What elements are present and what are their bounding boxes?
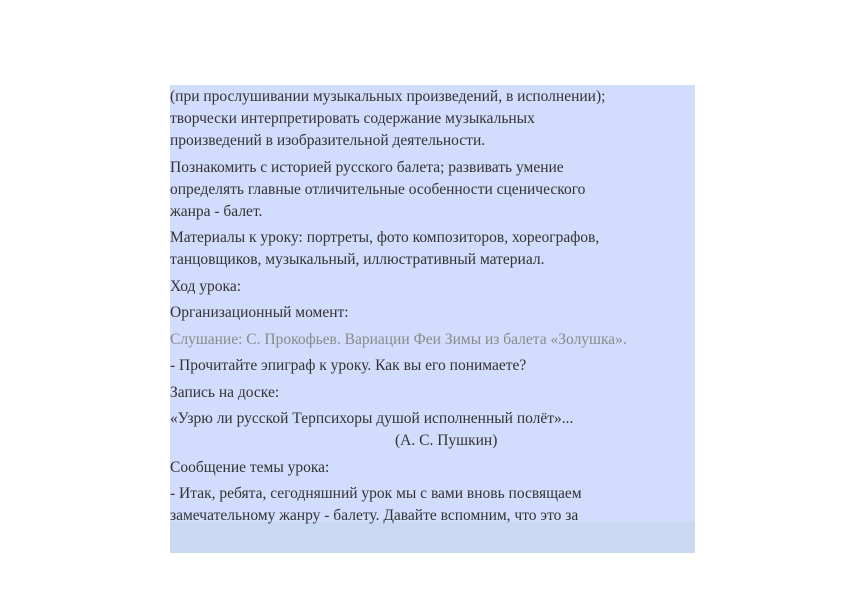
paragraph-epigraph-question bbox=[170, 355, 700, 377]
paragraph-introduction bbox=[170, 483, 700, 527]
heading-board-note bbox=[170, 382, 700, 404]
epigraph-quote bbox=[170, 408, 700, 452]
text-line: танцовщиков, музыкальный, иллюстративный материал. bbox=[170, 251, 545, 268]
text-line: Познакомить с историей русского балета; развивать умение bbox=[170, 158, 564, 176]
text-line: Материалы к уроку: портреты, фото композиторов, хореографов, bbox=[170, 229, 600, 246]
text-line: - Прочитайте эпиграф к уроку. Как вы его понимаете? bbox=[170, 357, 527, 374]
quote-line: «Узрю ли русской Терпсихоры душой исполненный полёт»... bbox=[170, 410, 574, 427]
heading-organizational-moment bbox=[170, 302, 700, 324]
document-body bbox=[170, 86, 700, 532]
quote-attribution: (А. С. Пушкин) bbox=[395, 432, 498, 449]
text-line: творчески интерпретировать содержание музыкальных bbox=[170, 110, 535, 127]
text-line: Сообщение темы урока: bbox=[170, 458, 330, 476]
text-line: замечательному жанру - балету. Давайте вспомним, что это за bbox=[170, 507, 579, 524]
text-line: жанра - балет. bbox=[170, 202, 263, 220]
text-line: Организационный момент: bbox=[170, 304, 349, 321]
paragraph-objectives bbox=[170, 157, 700, 223]
text-line: определять главные отличительные особенности сценического bbox=[170, 180, 586, 198]
text-line: Ход урока: bbox=[170, 277, 242, 295]
text-line: произведений в изобразительной деятельности. bbox=[170, 132, 486, 149]
heading-lesson-topic bbox=[170, 457, 700, 479]
heading-lesson-progress bbox=[170, 276, 700, 298]
text-line: - Итак, ребята, сегодняшний урок мы с вами вновь посвящаем bbox=[170, 485, 582, 502]
paragraph-goals bbox=[170, 86, 700, 152]
paragraph-listening bbox=[170, 329, 700, 351]
text-line: (при прослушивании музыкальных произведений, в исполнении); bbox=[170, 88, 606, 105]
paragraph-materials bbox=[170, 227, 700, 271]
text-line: Запись на доске: bbox=[170, 383, 280, 401]
text-line: Слушание: С. Прокофьев. Вариации Феи Зимы из балета «Золушка». bbox=[170, 330, 627, 348]
